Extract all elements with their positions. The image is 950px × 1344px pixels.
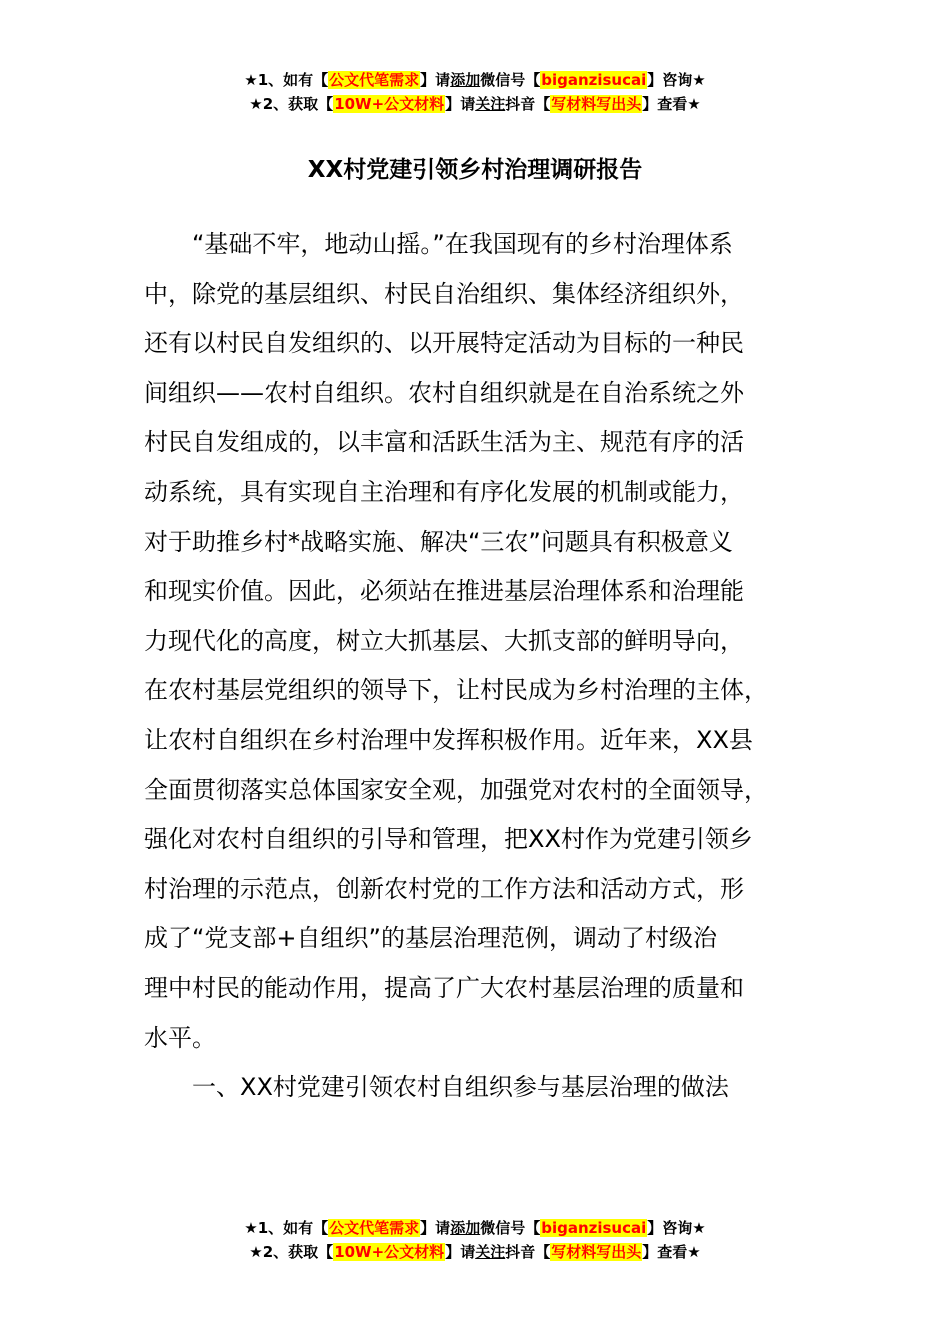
notice-highlight: 公文代笔需求	[329, 1219, 420, 1237]
document-body	[144, 220, 808, 1113]
paragraph-line: 力现代化的高度，树立大抓基层、大抓支部的鲜明导向，	[144, 626, 744, 655]
notice-highlight: 写材料写出头	[551, 1243, 642, 1261]
notice-text: 】请	[420, 71, 451, 89]
paragraph-line: 村治理的示范点，创新农村党的工作方法和活动方式，形	[144, 874, 744, 903]
notice-underlined-text: 关注	[475, 95, 506, 113]
notice-text: ★2、获取【	[249, 95, 334, 113]
header-notice-line-2	[0, 92, 950, 116]
notice-text: 】查看★	[642, 1243, 701, 1261]
notice-highlight: biganzisucai	[541, 71, 647, 89]
paragraph-intro	[144, 220, 808, 1063]
paragraph-line: 村民自发组成的，以丰富和活跃生活为主、规范有序的活	[144, 428, 744, 457]
paragraph-line: 理中村民的能动作用，提高了广大农村基层治理的质量和	[144, 973, 744, 1002]
footer-notice-line-1	[0, 1216, 950, 1240]
notice-text: ★1、如有【	[244, 1219, 329, 1237]
notice-text: 】咨询★	[647, 71, 706, 89]
paragraph-line: “基础不牢，地动山摇。”在我国现有的乡村治理体系	[192, 230, 733, 258]
notice-highlight: biganzisucai	[541, 1219, 647, 1237]
paragraph-line: 中，除党的基层组织、村民自治组织、集体经济组织外，	[144, 279, 744, 308]
notice-text: 微信号【	[480, 1219, 541, 1237]
paragraph-line: 全面贯彻落实总体国家安全观，加强党对农村的全面领导，	[144, 775, 768, 804]
section-heading-text: 一、XX村党建引领农村自组织参与基层治理的做法	[192, 1073, 729, 1102]
notice-underlined-text: 关注	[475, 1243, 506, 1261]
notice-text: 】请	[445, 1243, 476, 1261]
paragraph-line: 还有以村民自发组织的、以开展特定活动为目标的一种民	[144, 329, 744, 358]
notice-text: 】请	[445, 95, 476, 113]
paragraph-line: 强化对农村自组织的引导和管理，把XX村作为党建引领乡	[144, 825, 753, 854]
paragraph-line: 动系统，具有实现自主治理和有序化发展的机制或能力，	[144, 477, 744, 506]
paragraph-line: 对于助推乡村*战略实施、解决“三农”问题具有积极意义	[144, 527, 733, 556]
notice-highlight: 写材料写出头	[551, 95, 642, 113]
paragraph-line: 成了“党支部+自组织”的基层治理范例，调动了村级治	[144, 924, 717, 953]
section-heading-1	[144, 1063, 808, 1113]
paragraph-line: 和现实价值。因此，必须站在推进基层治理体系和治理能	[144, 577, 744, 606]
footer-notice	[0, 1216, 950, 1264]
paragraph-line: 水平。	[144, 1023, 216, 1052]
paragraph-line: 在农村基层党组织的领导下，让村民成为乡村治理的主体，	[144, 676, 768, 705]
notice-text: ★1、如有【	[244, 71, 329, 89]
notice-underlined-text: 添加	[450, 1219, 481, 1237]
paragraph-line: 让农村自组织在乡村治理中发挥积极作用。近年来，XX县	[144, 725, 753, 754]
notice-text: 微信号【	[480, 71, 541, 89]
notice-text: 】咨询★	[647, 1219, 706, 1237]
notice-text: 】请	[420, 1219, 451, 1237]
notice-text: 】查看★	[642, 95, 701, 113]
document-title: XX村党建引领乡村治理调研报告	[307, 157, 643, 183]
notice-highlight: 10W+公文材料	[334, 95, 445, 113]
notice-underlined-text: 添加	[450, 71, 481, 89]
notice-highlight: 10W+公文材料	[334, 1243, 445, 1261]
footer-notice-line-2	[0, 1240, 950, 1264]
header-notice	[0, 68, 950, 116]
notice-text: 抖音【	[505, 1243, 551, 1261]
notice-text: 抖音【	[505, 95, 551, 113]
paragraph-line: 间组织——农村自组织。农村自组织就是在自治系统之外	[144, 378, 744, 407]
header-notice-line-1	[0, 68, 950, 92]
notice-text: ★2、获取【	[249, 1243, 334, 1261]
notice-highlight: 公文代笔需求	[329, 71, 420, 89]
